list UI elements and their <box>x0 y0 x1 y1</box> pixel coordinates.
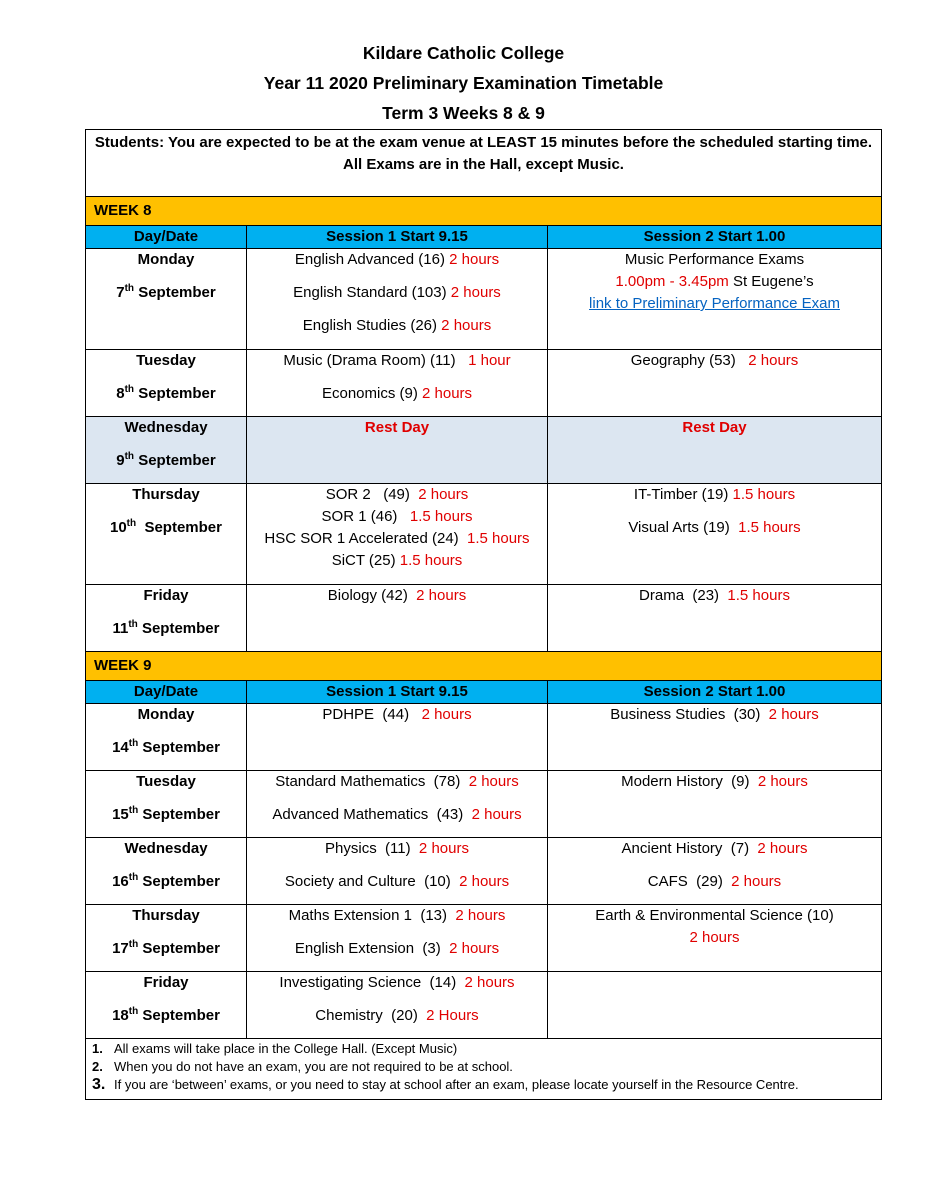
exam-entry: HSC SOR 1 Accelerated (24) 1.5 hours <box>264 530 530 547</box>
exam-entry: Visual Arts (19) 1.5 hours <box>628 519 801 536</box>
row-w9-monday <box>86 704 882 771</box>
day-cell <box>86 484 247 585</box>
exam-entry: Maths Extension 1 (13) 2 hours <box>288 907 506 924</box>
exam-entry: Modern History (9) 2 hours <box>621 773 808 790</box>
col-session1: Session 1 Start 9.15 <box>247 226 548 249</box>
week-8-column-header <box>86 226 882 249</box>
session1-cell <box>247 771 548 838</box>
row-w9-friday <box>86 972 882 1039</box>
session2-cell <box>548 350 882 417</box>
exam-entry: IT-Timber (19) 1.5 hours <box>633 486 796 503</box>
day-name: Friday <box>143 587 189 604</box>
exam-entry: Music (Drama Room) (11) 1 hour <box>283 352 511 369</box>
day-date: 18th September <box>112 1006 220 1024</box>
exam-entry: Geography (53) 2 hours <box>630 352 799 369</box>
exam-entry: PDHPE (44) 2 hours <box>322 706 472 723</box>
col-session2: Session 2 Start 1.00 <box>548 681 882 704</box>
performance-exam-link[interactable]: link to Preliminary Performance Exam <box>589 295 840 312</box>
exam-entry-duration: 2 hours <box>689 929 740 946</box>
day-cell <box>86 704 247 771</box>
day-name: Tuesday <box>136 773 196 790</box>
row-w8-tuesday <box>86 350 882 417</box>
session1-cell <box>247 484 548 585</box>
exam-entry: SOR 1 (46) 1.5 hours <box>321 508 473 525</box>
notice-row <box>86 130 882 197</box>
row-w9-tuesday <box>86 771 882 838</box>
row-w8-wednesday <box>86 417 882 484</box>
week-8-bar <box>86 197 882 226</box>
week-8-label: WEEK 8 <box>86 197 882 226</box>
day-date: 14th September <box>112 738 220 756</box>
col-day: Day/Date <box>86 226 247 249</box>
exam-entry: Ancient History (7) 2 hours <box>621 840 808 857</box>
exam-entry: English Advanced (16) 2 hours <box>294 251 500 268</box>
exam-entry: Drama (23) 1.5 hours <box>639 587 790 604</box>
note-item: 2. When you do not have an exam, you are not required to be at school. <box>92 1059 513 1074</box>
notice-cell <box>86 130 882 197</box>
note-item: 3. If you are ‘between’ exams, or you need to stay at school after an exam, please locate yourself in the Resource Centre. <box>92 1076 799 1093</box>
day-cell <box>86 350 247 417</box>
day-name: Wednesday <box>124 419 208 436</box>
session2-cell <box>548 838 882 905</box>
session1-cell <box>247 905 548 972</box>
session1-cell <box>247 350 548 417</box>
row-w8-thursday <box>86 484 882 585</box>
exam-entry: Economics (9) 2 hours <box>321 385 473 402</box>
day-date: 15th September <box>112 805 220 823</box>
col-session2: Session 2 Start 1.00 <box>548 226 882 249</box>
session2-cell <box>548 417 882 484</box>
term-label: Term 3 Weeks 8 & 9 <box>382 103 545 123</box>
session2-cell <box>548 484 882 585</box>
row-w9-thursday <box>86 905 882 972</box>
day-name: Wednesday <box>124 840 208 857</box>
music-exam-title: Music Performance Exams <box>624 251 805 268</box>
session2-cell <box>548 771 882 838</box>
day-name: Thursday <box>132 486 200 503</box>
day-name: Monday <box>137 251 195 268</box>
notes-row <box>86 1039 882 1100</box>
day-date: 7th September <box>116 283 216 301</box>
day-name: Monday <box>137 706 195 723</box>
session1-cell <box>247 249 548 350</box>
session1-cell <box>247 585 548 652</box>
row-w8-friday <box>86 585 882 652</box>
exam-entry: Investigating Science (14) 2 hours <box>279 974 515 991</box>
exam-timetable <box>85 129 882 1100</box>
exam-entry: SiCT (25) 1.5 hours <box>331 552 463 569</box>
notes-cell <box>86 1039 882 1100</box>
timetable-title: Year 11 2020 Preliminary Examination Timetable <box>263 73 664 93</box>
day-name: Friday <box>143 974 189 991</box>
notice-venue: All Exams are in the Hall, except Music. <box>343 156 624 173</box>
day-cell <box>86 417 247 484</box>
day-name: Thursday <box>132 907 200 924</box>
exam-entry: CAFS (29) 2 hours <box>647 873 782 890</box>
exam-entry: Standard Mathematics (78) 2 hours <box>275 773 519 790</box>
session2-cell <box>548 972 882 1039</box>
rest-day-label: Rest Day <box>364 419 430 436</box>
exam-entry: Chemistry (20) 2 Hours <box>315 1007 479 1024</box>
row-w8-monday <box>86 249 882 350</box>
session1-cell <box>247 972 548 1039</box>
note-item: 1. All exams will take place in the College Hall. (Except Music) <box>92 1041 458 1056</box>
session1-cell <box>247 704 548 771</box>
row-w9-wednesday <box>86 838 882 905</box>
exam-entry: Physics (11) 2 hours <box>325 840 469 857</box>
session2-cell <box>548 249 882 350</box>
exam-entry: Biology (42) 2 hours <box>327 587 467 604</box>
exam-entry: English Studies (26) 2 hours <box>302 317 492 334</box>
day-date: 16th September <box>112 872 220 890</box>
day-name: Tuesday <box>136 352 196 369</box>
day-cell <box>86 972 247 1039</box>
day-cell <box>86 905 247 972</box>
day-cell <box>86 249 247 350</box>
exam-entry: English Extension (3) 2 hours <box>294 940 500 957</box>
rest-day-label: Rest Day <box>682 419 747 436</box>
school-name: Kildare Catholic College <box>362 43 565 63</box>
exam-entry-name: Earth & Environmental Science (10) <box>595 907 834 924</box>
exam-entry: Advanced Mathematics (43) 2 hours <box>272 806 522 823</box>
col-day: Day/Date <box>86 681 247 704</box>
day-date: 10th September <box>109 518 222 536</box>
day-date: 8th September <box>116 384 216 402</box>
session1-cell <box>247 838 548 905</box>
exam-entry: English Standard (103) 2 hours <box>293 284 501 301</box>
week-9-label: WEEK 9 <box>86 652 882 681</box>
week-9-bar <box>86 652 882 681</box>
notice-arrival: Students: You are expected to be at the exam venue at LEAST 15 minutes before the scheduled starting time. <box>94 134 873 151</box>
session2-cell <box>548 905 882 972</box>
day-cell <box>86 585 247 652</box>
week-9-column-header <box>86 681 882 704</box>
day-cell <box>86 838 247 905</box>
session2-cell <box>548 704 882 771</box>
exam-entry: Business Studies (30) 2 hours <box>610 706 819 723</box>
document-header <box>0 38 927 128</box>
day-cell <box>86 771 247 838</box>
exam-entry: SOR 2 (49) 2 hours <box>325 486 469 503</box>
session2-cell <box>548 585 882 652</box>
session1-cell <box>247 417 548 484</box>
day-date: 11th September <box>112 619 220 637</box>
music-exam-time: 1.00pm - 3.45pm St Eugene’s <box>615 273 814 290</box>
day-date: 9th September <box>116 451 216 469</box>
exam-entry: Society and Culture (10) 2 hours <box>284 873 510 890</box>
day-date: 17th September <box>112 939 220 957</box>
col-session1: Session 1 Start 9.15 <box>247 681 548 704</box>
